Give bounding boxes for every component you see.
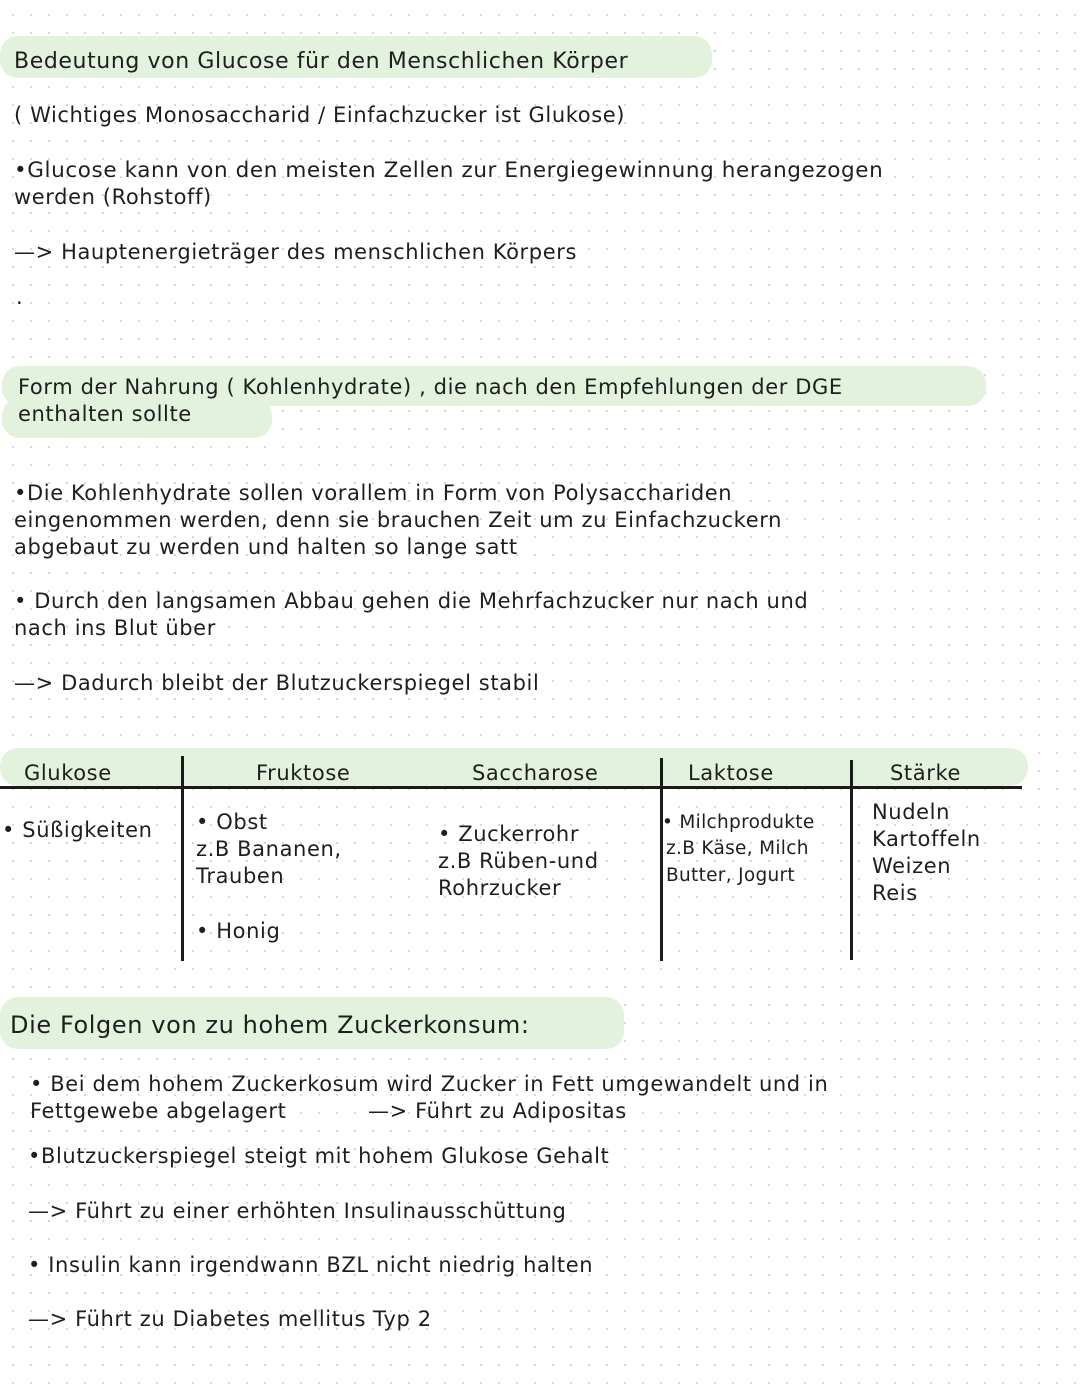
section3-bullet3: • Insulin kann irgendwann BZL nicht niedrig halten	[28, 1253, 594, 1277]
table-header-saccharose: Saccharose	[472, 761, 599, 785]
table-cell-fruktose-4: • Honig	[196, 919, 281, 943]
section2-bullet1-line1: •Die Kohlenhydrate sollen vorallem in Form von Polysacchariden	[14, 481, 733, 505]
table-cell-saccharose-1: • Zuckerrohr	[438, 822, 580, 846]
section3-bullet2: •Blutzuckerspiegel steigt mit hohem Glukose Gehalt	[28, 1144, 610, 1168]
table-cell-fruktose-3: Trauben	[196, 864, 285, 888]
section2-bullet1-line2: eingenommen werden, denn sie brauchen Zeit um zu Einfachzuckern	[14, 508, 782, 532]
table-cell-saccharose-2: z.B Rüben-und	[438, 849, 599, 873]
table-cell-saccharose-3: Rohrzucker	[438, 876, 562, 900]
table-cell-fruktose-2: z.B Bananen,	[196, 837, 342, 861]
table-header-laktose: Laktose	[688, 761, 774, 785]
section3-bullet1-arrow: —> Führt zu Adipositas	[368, 1099, 627, 1123]
section1-bullet1-line1: •Glucose kann von den meisten Zellen zur Energiegewinnung herangezogen	[14, 158, 884, 183]
table-cell-staerke-3: Weizen	[872, 854, 952, 878]
section2-heading-line2: enthalten sollte	[18, 402, 192, 426]
table-cell-laktose-1: • Milchprodukte	[662, 812, 815, 833]
table-cell-staerke-2: Kartoffeln	[872, 827, 981, 851]
section1-bullet1-line2: werden (Rohstoff)	[14, 185, 212, 209]
section2-bullet2-line2: nach ins Blut über	[14, 616, 216, 640]
section3-heading: Die Folgen von zu hohem Zuckerkonsum:	[10, 1011, 530, 1039]
section2-bullet2-line1: • Durch den langsamen Abbau gehen die Mehrfachzucker nur nach und	[14, 589, 809, 613]
table-cell-staerke-4: Reis	[872, 881, 918, 905]
table-cell-glukose-1: • Süßigkeiten	[2, 818, 153, 842]
section3-bullet1-line2: Fettgewebe abgelagert	[30, 1099, 287, 1123]
table-header-glukose: Glukose	[24, 761, 112, 785]
table-cell-laktose-3: Butter, Jogurt	[666, 865, 795, 886]
table-header-fruktose: Fruktose	[256, 761, 351, 785]
table-cell-fruktose-1: • Obst	[196, 810, 268, 834]
table-cell-laktose-2: z.B Käse, Milch	[666, 838, 809, 859]
section3-arrow2: —> Führt zu einer erhöhten Insulinausschüttung	[28, 1199, 567, 1223]
table-cell-staerke-1: Nudeln	[872, 800, 951, 824]
section1-subtitle: ( Wichtiges Monosaccharid / Einfachzucker ist Glukose)	[14, 103, 626, 127]
table-divider-1	[181, 756, 184, 961]
table-divider-2	[660, 758, 663, 961]
section3-arrow3: —> Führt zu Diabetes mellitus Typ 2	[28, 1307, 432, 1331]
section1-heading: Bedeutung von Glucose für den Menschlichen Körper	[14, 49, 629, 74]
section2-bullet1-line3: abgebaut zu werden und halten so lange satt	[14, 535, 518, 559]
section1-arrow1: —> Hauptenergieträger des menschlichen Körpers	[14, 240, 578, 264]
section2-arrow1: —> Dadurch bleibt der Blutzuckerspiegel stabil	[14, 671, 540, 695]
table-divider-3	[850, 760, 853, 960]
stray-dot: .	[16, 285, 24, 309]
section2-heading-line1: Form der Nahrung ( Kohlenhydrate) , die nach den Empfehlungen der DGE	[18, 375, 843, 399]
table-header-staerke: Stärke	[890, 761, 961, 785]
section3-bullet1-line1: • Bei dem hohem Zuckerkosum wird Zucker in Fett umgewandelt und in	[30, 1072, 829, 1096]
